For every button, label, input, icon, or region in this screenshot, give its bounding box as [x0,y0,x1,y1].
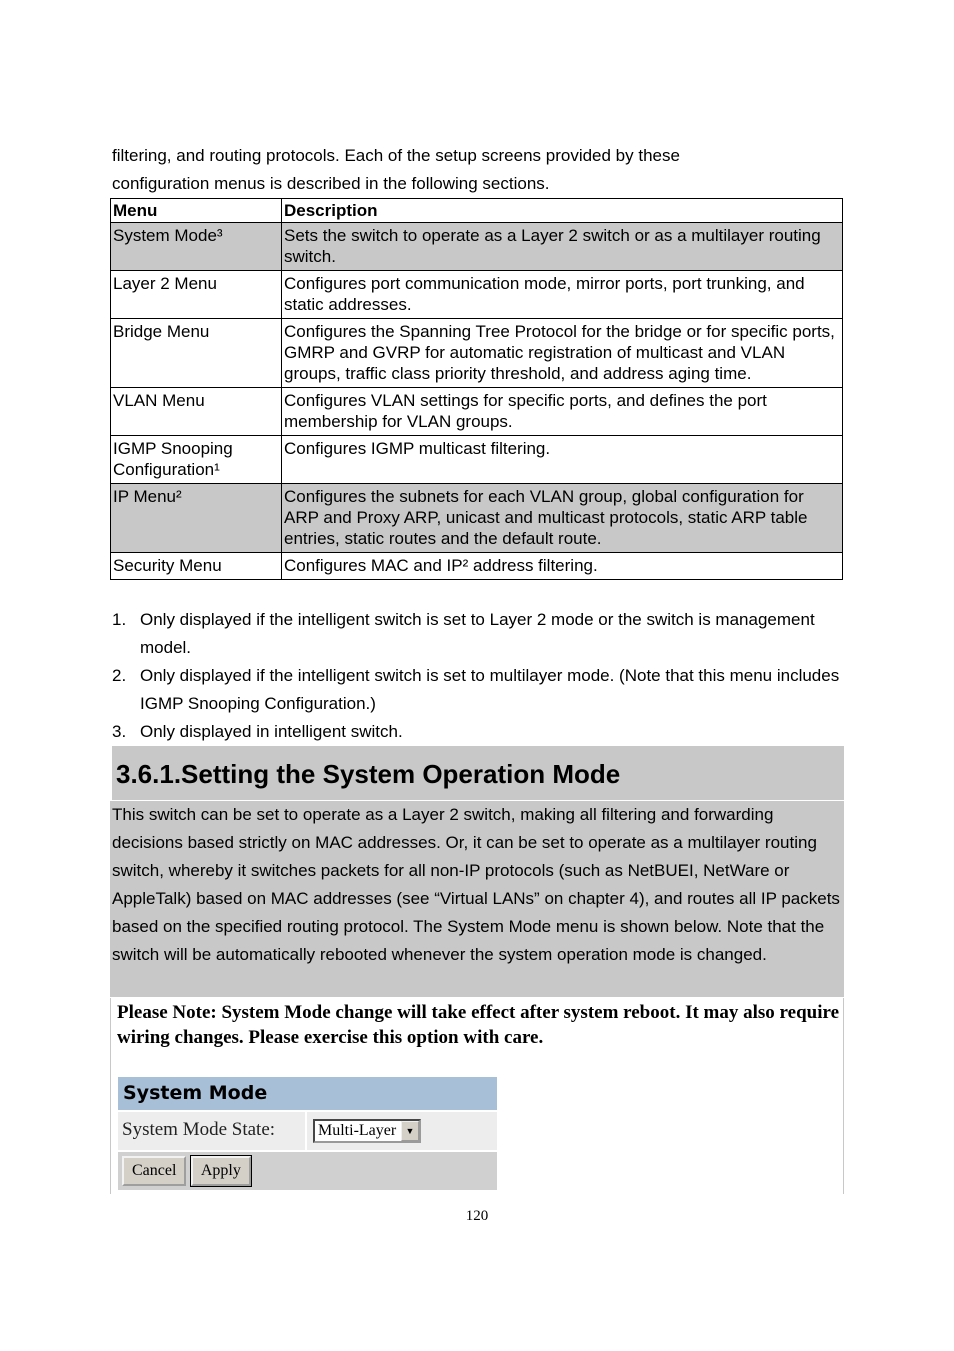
table-row [111,436,843,484]
description-cell: Configures the Spanning Tree Protocol for the bridge or for specific ports, GMRP and GVRP for automatic registration of multicast and VLAN groups, traffic class priority threshold, and address aging time. [282,319,843,388]
footnote-item [112,718,852,746]
cancel-button[interactable]: Cancel [122,1156,186,1186]
table-row [111,388,843,436]
menu-cell: VLAN Menu [111,388,282,436]
description-cell: Configures IGMP multicast filtering. [282,436,843,484]
description-cell: Configures port communication mode, mirror ports, port trunking, and static addresses. [282,271,843,319]
description-cell: Sets the switch to operate as a Layer 2 switch or as a multilayer routing switch. [282,223,843,271]
description-cell: Configures the subnets for each VLAN group, global configuration for ARP and Proxy ARP, unicast and multicast protocols, static ARP table entries, static routes and the default route. [282,484,843,553]
header-menu: Menu [111,199,282,223]
table-header-row [111,199,843,223]
menu-cell: IP Menu² [111,484,282,553]
table-row [111,484,843,553]
description-cell: Configures MAC and IP² address filtering. [282,553,843,580]
system-mode-state-row [118,1110,497,1150]
table-row [111,553,843,580]
table-row [111,271,843,319]
menu-cell: System Mode³ [111,223,282,271]
menu-cell: Bridge Menu [111,319,282,388]
apply-button[interactable]: Apply [191,1156,251,1186]
footnote-item [112,606,852,662]
section-heading: 3.6.1.Setting the System Operation Mode [116,759,621,789]
section-heading-band [112,746,844,800]
table-row [111,223,843,271]
menu-cell: Layer 2 Menu [111,271,282,319]
system-mode-select[interactable] [313,1119,421,1143]
footnote-text: Only displayed if the intelligent switch is set to Layer 2 mode or the switch is management model. [140,610,815,657]
menu-table [110,198,843,580]
intro-line: filtering, and routing protocols. Each of the setup screens provided by these [112,146,680,165]
header-description: Description [282,199,843,223]
footnote-number: 3. [112,722,127,741]
select-value: Multi-Layer [318,1122,397,1139]
page-number: 120 [465,1208,489,1224]
system-mode-state-label: System Mode State: [118,1112,307,1150]
footnote-number: 2. [112,666,127,685]
system-mode-screenshot [110,998,844,1194]
system-mode-state-value [307,1112,497,1150]
footnote-text: Only displayed if the intelligent switch is set to multilayer mode. (Note that this menu includes IGMP Snooping Configuration.) [140,666,840,713]
section-paragraph: This switch can be set to operate as a Layer 2 switch, making all filtering and forwarding decisions based strictly on MAC addresses. Or, it can be set to operate as a multilayer routing switch, whereby it switches packets for all non-IP protocols (such as NetBUEI, NetWare or AppleTalk) based on MAC addresses (see “Virtual LANs” on chapter 4), and routes all IP packets based on the specified routing protocol. The System Mode menu is shown below. Note that the switch will be automatically rebooted whenever the system operation mode is changed. [110,801,844,997]
reboot-warning-note: Please Note: System Mode change will take effect after system reboot. It may also require wiring changes. Please exercise this option with care. [117,1002,839,1048]
button-row [118,1150,497,1190]
description-cell: Configures VLAN settings for specific ports, and defines the port membership for VLAN groups. [282,388,843,436]
panel-title: System Mode [118,1077,497,1110]
menu-cell: IGMP Snooping Configuration¹ [111,436,282,484]
table-row [111,319,843,388]
footnote-text: Only displayed in intelligent switch. [140,722,403,741]
footnotes-list [112,606,852,746]
chevron-down-icon[interactable]: ▼ [401,1121,419,1141]
intro-text [112,142,852,198]
system-mode-panel [118,1077,497,1190]
menu-cell: Security Menu [111,553,282,580]
footnote-item [112,662,852,718]
intro-line: configuration menus is described in the following sections. [112,174,550,193]
footnote-number: 1. [112,610,127,629]
